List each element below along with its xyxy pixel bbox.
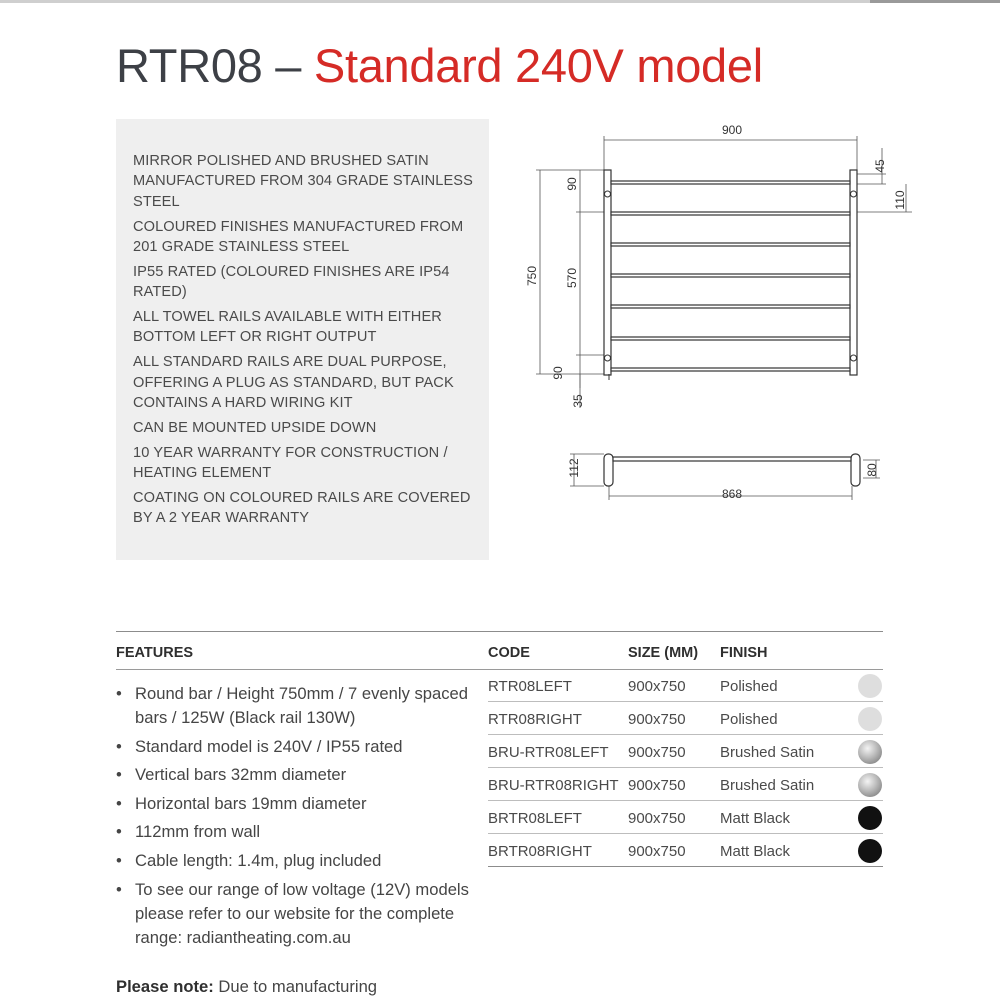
- bullet: •: [116, 822, 122, 842]
- size-header: SIZE (MM): [628, 645, 699, 661]
- finish-swatch-icon: [858, 773, 882, 797]
- title-dash: –: [275, 39, 302, 92]
- dim-top-offset: 45: [873, 159, 887, 173]
- mount-point: [851, 191, 857, 197]
- table-row: [488, 735, 883, 768]
- cell-code: RTR08LEFT: [488, 678, 572, 695]
- spec-item: IP55 RATED (COLOURED FINISHES ARE IP54 RATED): [133, 263, 450, 301]
- bullet: •: [116, 736, 122, 756]
- dim-bottom-offset: 35: [571, 394, 585, 408]
- bullet: •: [116, 879, 122, 899]
- dim-upper-spacing: 90: [565, 177, 579, 191]
- finish-swatch-icon: [858, 707, 882, 731]
- feature-item: • Vertical bars 32mm diameter: [116, 763, 488, 787]
- finish-swatch-icon: [858, 740, 882, 764]
- cell-code: BRTR08LEFT: [488, 810, 582, 827]
- dim-middle-span: 570: [565, 267, 579, 289]
- rail-front-view: [604, 170, 857, 380]
- spec-item: ALL TOWEL RAILS AVAILABLE WITH EITHER BOTTOM LEFT OR RIGHT OUTPUT: [133, 309, 442, 346]
- note-label: Please note:: [116, 977, 214, 996]
- cell-finish: Polished: [720, 711, 778, 728]
- horizontal-bars: [611, 181, 850, 371]
- mount-point: [605, 191, 611, 197]
- right-upright: [850, 170, 857, 375]
- spec-item: CAN BE MOUNTED UPSIDE DOWN: [133, 419, 377, 436]
- spec-item: ALL STANDARD RAILS ARE DUAL PURPOSE, OFFERING A PLUG AS STANDARD, BUT PACK CONTAINS A HARD WIRING KIT: [133, 354, 454, 412]
- cell-finish: Brushed Satin: [720, 777, 815, 794]
- cell-code: BRU-RTR08LEFT: [488, 744, 609, 761]
- spec-item: COATING ON COLOURED RAILS ARE COVERED BY A 2 YEAR WARRANTY: [133, 489, 471, 527]
- dim-height: 750: [525, 265, 539, 287]
- page-title: [116, 38, 763, 93]
- cell-size: 900x750: [628, 777, 686, 794]
- dim-top-gap: 110: [893, 190, 907, 210]
- cell-finish: Polished: [720, 678, 778, 695]
- cell-size: 900x750: [628, 711, 686, 728]
- code-header: CODE: [488, 645, 530, 661]
- table-row: [488, 768, 883, 801]
- bullet: •: [116, 793, 122, 813]
- cell-finish: Matt Black: [720, 843, 791, 860]
- feature-item: • Horizontal bars 19mm diameter: [116, 792, 488, 816]
- top-border-rule: [0, 0, 1000, 3]
- bullet: •: [116, 765, 122, 785]
- dim-depth: 112: [567, 458, 581, 478]
- left-upright: [604, 170, 611, 375]
- rail-side-view: [604, 454, 860, 486]
- spec-item: MIRROR POLISHED AND BRUSHED SATIN MANUFACTURED FROM 304 GRADE STAINLESS STEEL: [133, 153, 473, 210]
- cell-finish: Matt Black: [720, 810, 791, 827]
- title-model: RTR08: [116, 39, 263, 92]
- bullet: •: [116, 850, 122, 870]
- spec-item: 10 YEAR WARRANTY FOR CONSTRUCTION / HEATING ELEMENT: [133, 444, 448, 482]
- feature-item: • To see our range of low voltage (12V) models please refer to our website for the complete range: radiantheating.com.au: [116, 879, 469, 947]
- finish-swatch-icon: [858, 839, 882, 863]
- please-note: [116, 977, 377, 997]
- features-header: FEATURES: [116, 645, 194, 661]
- finish-header: FINISH: [720, 645, 768, 661]
- title-subtitle: Standard 240V model: [313, 39, 763, 92]
- dimension-diagram: [520, 118, 907, 518]
- dim-width: 900: [721, 123, 743, 137]
- note-text: Due to manufacturing: [213, 977, 378, 996]
- top-border-accent: [870, 0, 1000, 3]
- feature-item: • Cable length: 1.4m, plug included: [116, 849, 488, 873]
- table-row: [488, 801, 883, 834]
- spec-item: COLOURED FINISHES MANUFACTURED FROM 201 GRADE STAINLESS STEEL: [133, 218, 464, 256]
- mount-point: [851, 355, 857, 361]
- cell-size: 900x750: [628, 678, 686, 695]
- mount-point: [605, 355, 611, 361]
- finish-swatch-icon: [858, 806, 882, 830]
- bullet: •: [116, 684, 122, 703]
- table-row: [488, 834, 883, 867]
- cell-code: BRTR08RIGHT: [488, 843, 592, 860]
- cell-size: 900x750: [628, 843, 686, 860]
- features-list: [116, 682, 488, 954]
- cell-size: 900x750: [628, 744, 686, 761]
- feature-item: • Standard model is 240V / IP55 rated: [116, 735, 488, 759]
- section-top-rule: [116, 631, 883, 632]
- feature-item: • Round bar / Height 750mm / 7 evenly spaced bars / 125W (Black rail 130W): [116, 684, 468, 727]
- feature-item: • 112mm from wall: [116, 820, 488, 844]
- cell-finish: Brushed Satin: [720, 744, 815, 761]
- dim-lower-spacing: 90: [551, 366, 565, 380]
- spec-box: [116, 119, 489, 560]
- dim-bar-depth: 80: [865, 463, 879, 477]
- cell-code: BRU-RTR08RIGHT: [488, 777, 619, 794]
- cell-size: 900x750: [628, 810, 686, 827]
- finish-swatch-icon: [858, 674, 882, 698]
- dim-bar-length: 868: [721, 487, 743, 501]
- table-row: [488, 702, 883, 735]
- table-row: [488, 669, 883, 702]
- cell-code: RTR08RIGHT: [488, 711, 582, 728]
- spec-list: [133, 151, 479, 529]
- product-code-table: [488, 669, 883, 867]
